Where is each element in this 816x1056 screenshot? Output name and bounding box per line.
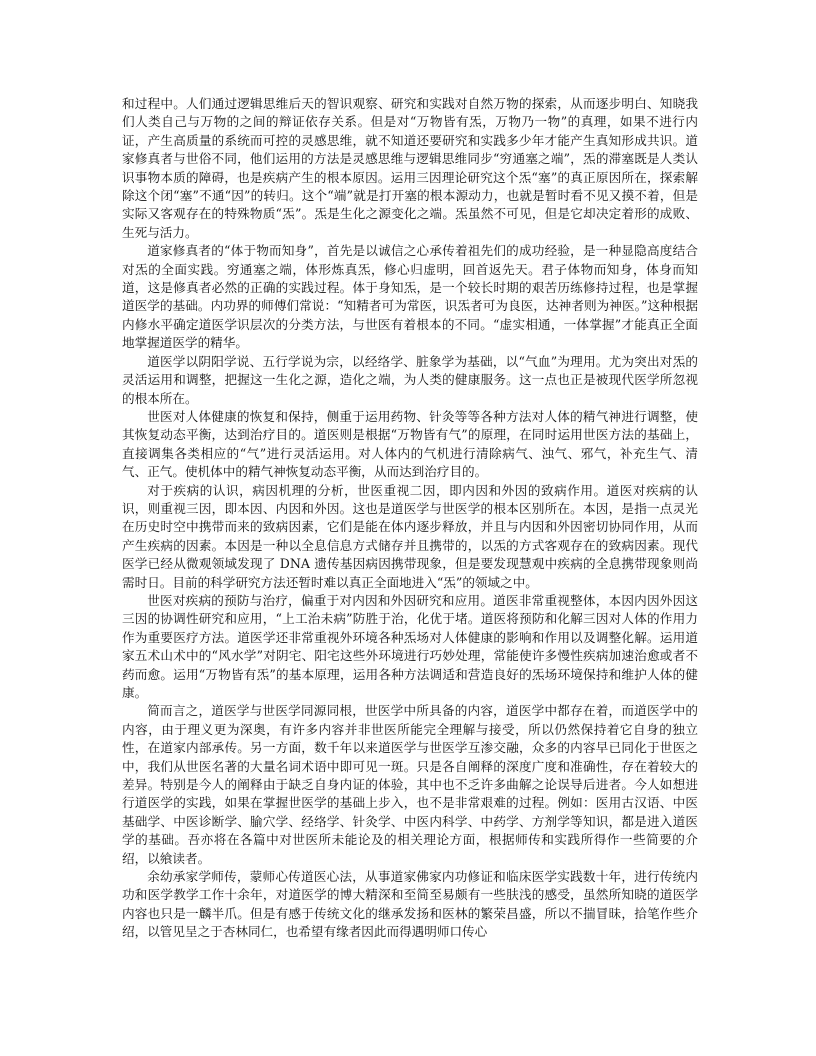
paragraph: 对于疾病的认识，病因机理的分析，世医重视二因，即内因和外因的致病作用。道医对疾病的认识，则重视三因，即本因、内因和外因。这也是道医学与世医学的根本区别所在。本因，是指一点灵光在历史时空中携带而来的致病因素，它们是能在体内逐步释放，并且与内因和外因密切协同作用，从而产生疾病的因素。本因是一种以全息信息方式储存并且携带的，以炁的方式客观存在的致病因素。现代医学已经从微观领域发现了 DNA 遗传基因病因携带现象，但是要发现慧观中疾病的全息携带现象则尚需时日。目前的科学研究方法还暂时难以真正全面地进入“炁”的领域之中。 <box>122 482 698 590</box>
paragraph: 余幼承家学师传，蒙师心传道医心法，从事道家佛家内功修证和临床医学实践数十年，进行传统内功和医学教学工作十余年，对道医学的博大精深和至简至易颇有一些肤浅的感受，虽然所知晓的道医学内容也只是一麟半爪。但是有感于传统文化的继承发扬和医林的繁荣昌盛，所以不揣冒昧，拾笔作些介绍，以管见呈之于杏林同仁，也希望有缘者因此而得遇明师口传心 <box>122 869 698 940</box>
paragraph: 道家修真者的“体于物而知身”，首先是以诚信之心承传着祖先们的成功经验，是一种显隐高度结合对炁的全面实践。穷通塞之端，体形炼真炁，修心归虚明，回首返先天。君子体物而知身，体身而知道，这是修真者必然的正确的实践过程。体于身知炁，是一个较长时期的艰苦历练修持过程，也是掌握道医学的基础。内功界的师傅们常说：“知精者可为常医，识炁者可为良医，达神者则为神医。”这种根据内修水平确定道医学识层次的分类方法，与世医有着根本的不同。“虚实相通，一体掌握”才能真正全面地掌握道医学的精华。 <box>122 243 698 351</box>
paragraph: 世医对人体健康的恢复和保持，侧重于运用药物、针灸等等各种方法对人体的精气神进行调整，使其恢复动态平衡，达到治疗目的。道医则是根据“万物皆有气”的原理，在同时运用世医方法的基础上，直接调集各类相应的“气”进行灵活运用。对人体内的气机进行清除病气、浊气、邪气，补充生气、清气、正气。使机体中的精气神恢复动态平衡，从而达到治疗目的。 <box>122 408 698 480</box>
paragraph: 世医对疾病的预防与治疗，偏重于对内因和外因研究和应用。道医非常重视整体，本因内因外因这三因的协调性研究和应用，“上工治未病”防胜于治，化优于堵。道医将预防和化解三因对人体的作用力作为重要医疗方法。道医学还非常重视外环境各种炁场对人体健康的影响和作用以及调整化解。运用道家五术山术中的“风水学”对阴宅、阳宅这些外环境进行巧妙处理，常能使许多慢性疾病加速治愈或者不药而愈。运用“万物皆有炁”的基本原理，运用各种方法调适和营造良好的炁场环境保持和维护人体的健康。 <box>122 592 698 700</box>
paragraph: 道医学以阴阳学说、五行学说为宗，以经络学、脏象学为基础，以“气血”为理用。尤为突出对炁的灵活运用和调整，把握这一生化之源，造化之端，为人类的健康服务。这一点也正是被现代医学所忽视的根本所在。 <box>122 353 698 406</box>
paragraph-continuation: 和过程中。人们通过逻辑思维后天的智识观察、研究和实践对自然万物的探索，从而逐步明白、知晓我们人类自己与万物的之间的辩证依存关系。但是对“万物皆有炁，万物乃一物”的真理，如果不进行内证，产生高质量的系统而可控的灵感思维，就不知道还要研究和实践多少年才能产生真知形成共识。道家修真者与世俗不同，他们运用的方法是灵感思维与逻辑思维同步“穷通塞之端”，炁的滞塞既是人类认识事物本质的障碍，也是疾病产生的根本原因。运用三因理论研究这个炁“塞”的真正原因所在，探索解除这个闭“塞”不通“因”的转归。这个“端”就是打开塞的根本源动力，也就是暂时看不见又摸不着，但是实际又客观存在的特殊物质“炁”。炁是生化之源变化之端。炁虽然不可见，但是它却决定着形的成败、生死与活力。 <box>122 96 698 240</box>
document-body <box>122 95 698 942</box>
paragraph: 简而言之，道医学与世医学同源同根，世医学中所具备的内容，道医学中都存在着，而道医学中的内容，由于理义更为深奥，有许多内容并非世医所能完全理解与接受，所以仍然保持着它自身的独立性，在道家内部承传。另一方面，数千年以来道医学与世医学互渗交融，众多的内容早已同化于世医之中，我们从世医名著的大量名词术语中即可见一斑。只是各自阐释的深度广度和准确性，存在着较大的差异。特别是今人的阐释由于缺乏自身内证的体验，其中也不乏许多曲解之论误导后进者。今人如想进行道医学的实践，如果在掌握世医学的基础上步入，也不是非常艰难的过程。例如：医用古汉语、中医基础学、中医诊断学、腧穴学、经络学、针灸学、中医内科学、中药学、方剂学等知识，都是进入道医学的基础。吾亦将在各篇中对世医所未能论及的相关理论方面，根据师传和实践所得作一些简要的介绍，以飨读者。 <box>122 703 698 866</box>
